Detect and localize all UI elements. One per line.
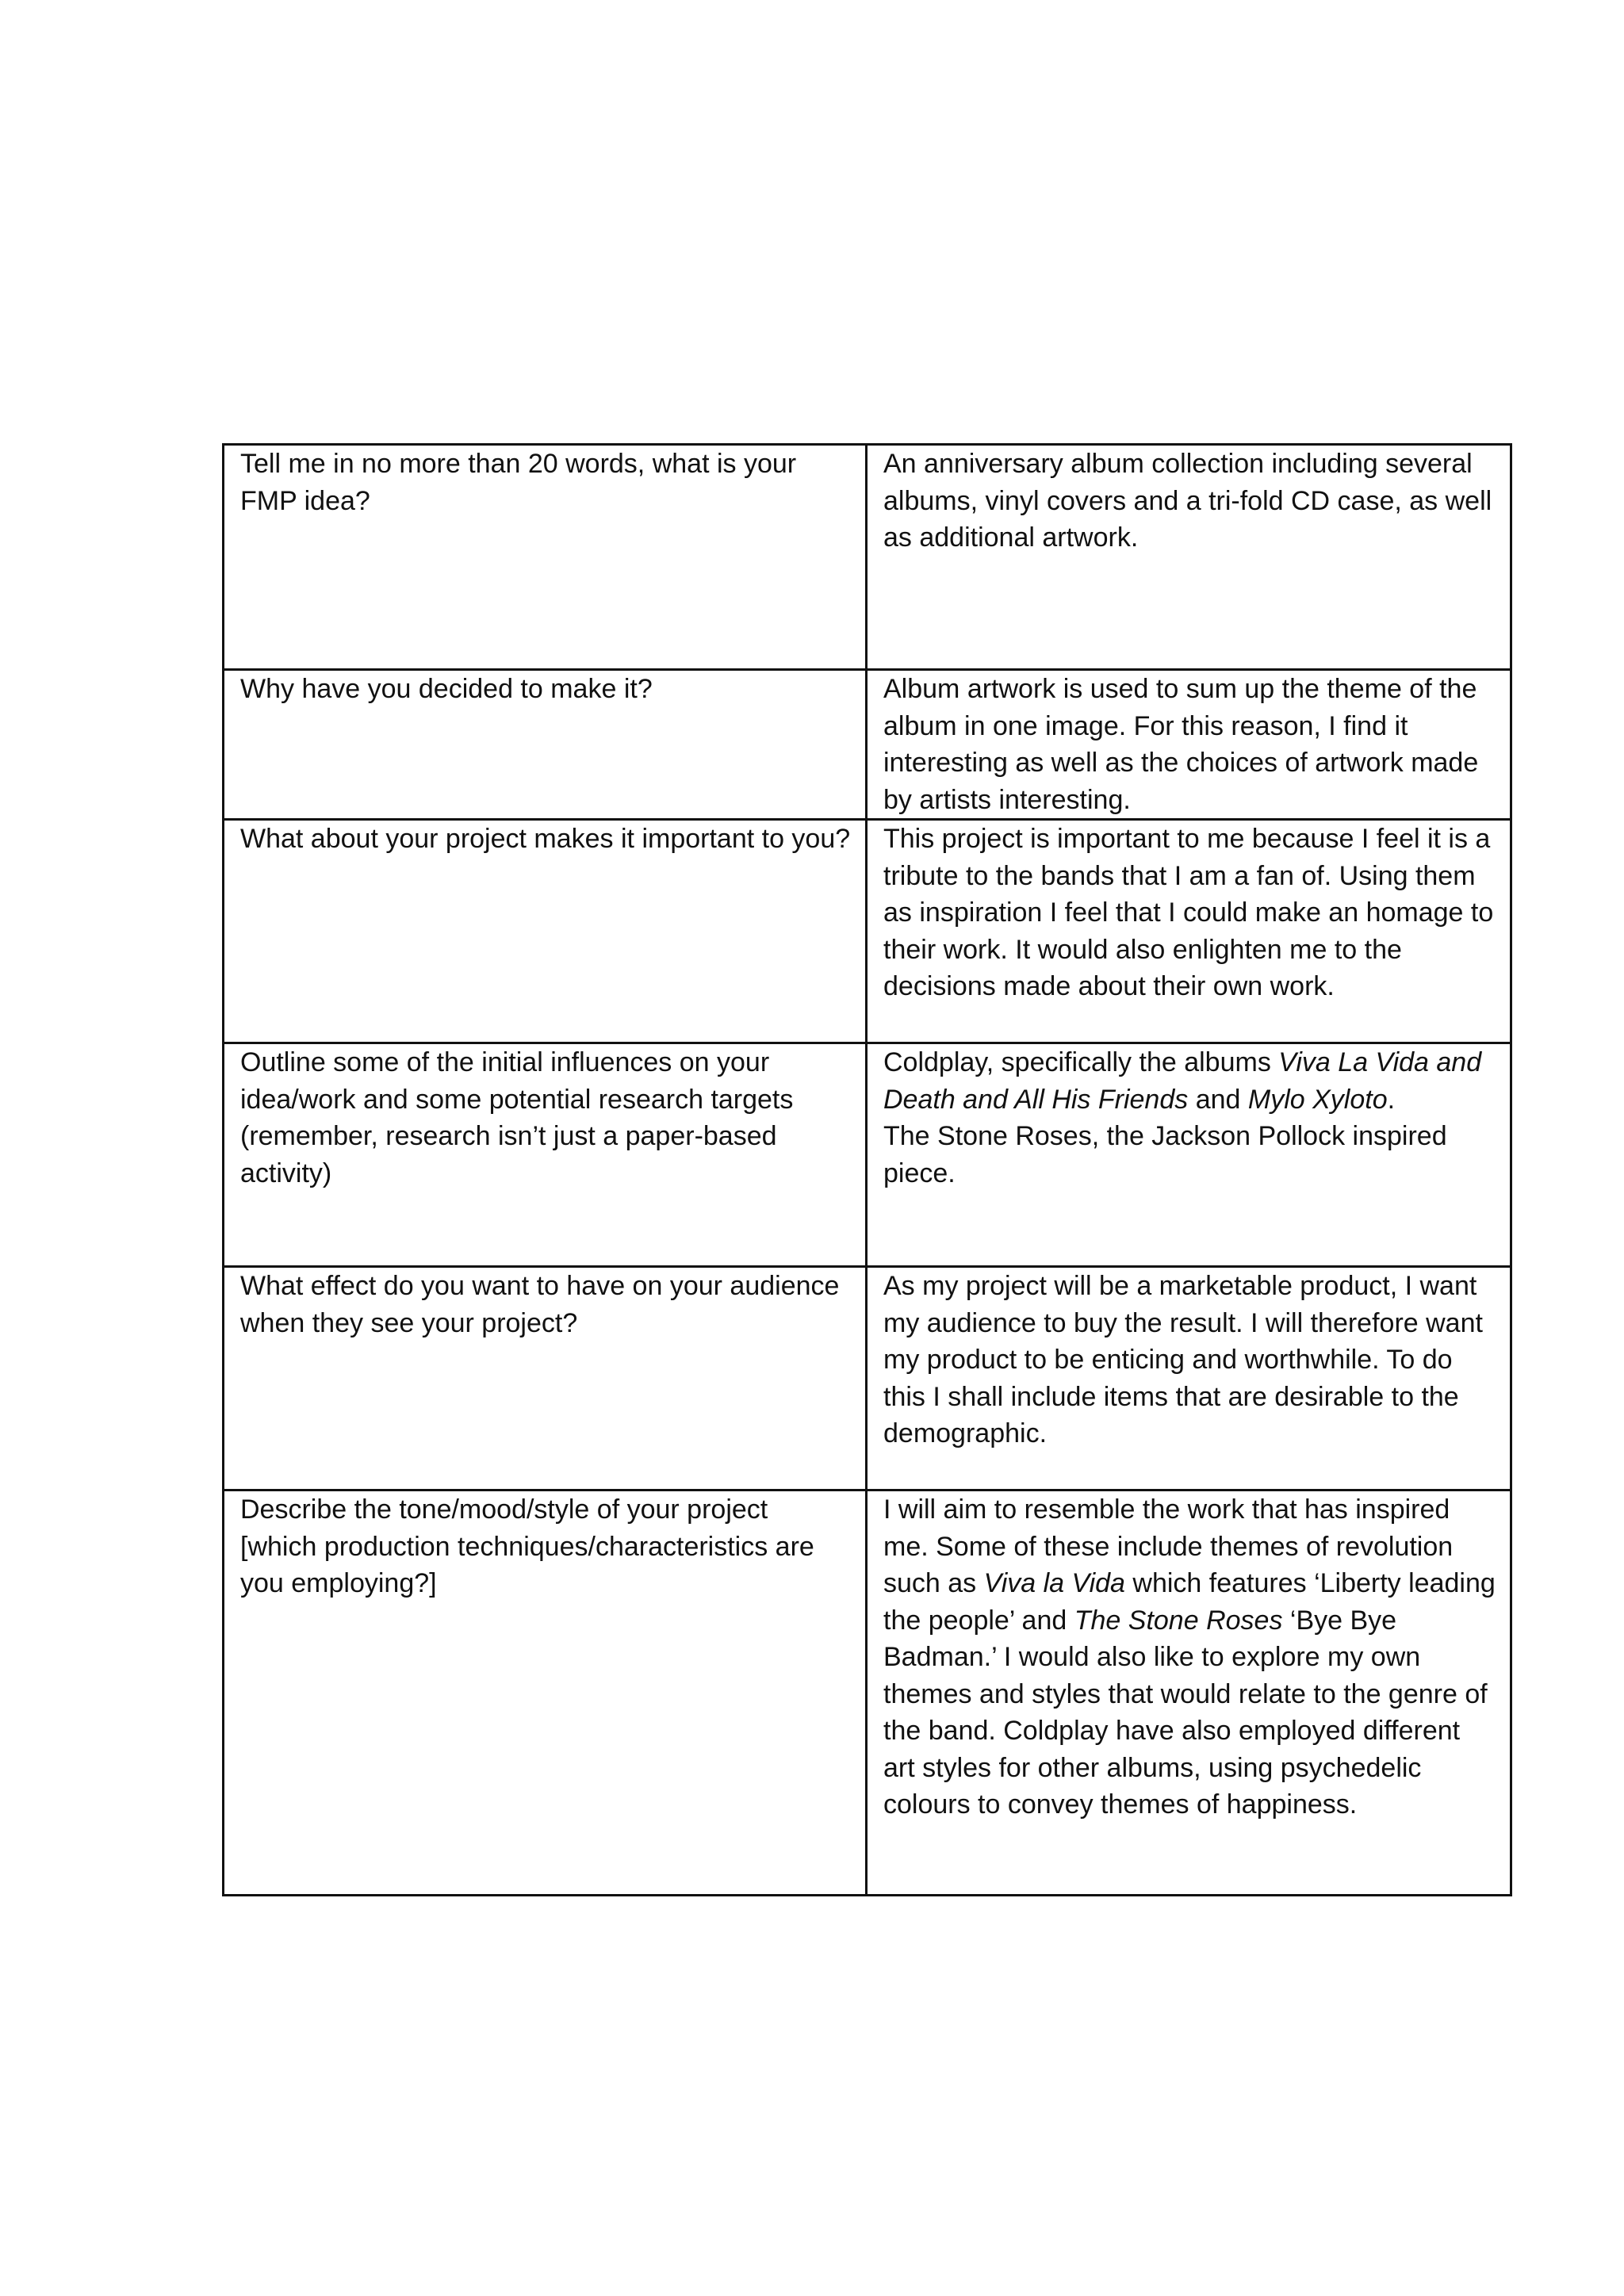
table-row (224, 1043, 1511, 1267)
answer-text: As my project will be a marketable product, I want my audience to buy the result. I will therefore want my product to be enticing and worthwhile. To do this I shall include items that are desirable to the demographic. (883, 1271, 1483, 1448)
answer-text: and (1188, 1084, 1248, 1115)
question-cell (224, 820, 867, 1043)
answer-cell (867, 1267, 1511, 1490)
answer-cell (867, 820, 1511, 1043)
table-row (224, 670, 1511, 820)
answer-text: This project is important to me because I feel it is a tribute to the bands that I am a fan of. Using them as inspiration I feel that I could make an homage to their work. It would also enlighten me to the decisions made about their own work. (883, 824, 1494, 1001)
answer-text: which features ‘Liberty leading the people’ and (883, 1568, 1496, 1636)
album-title: Mylo Xyloto (1247, 1084, 1388, 1115)
answer-cell (867, 1043, 1511, 1267)
question-text: Describe the tone/mood/style of your project [which production techniques/characteristics are you employing?] (240, 1494, 814, 1598)
answer-text: Album artwork is used to sum up the theme of the album in one image. For this reason, I find it interesting as well as the choices of artwork made by artists interesting. (883, 674, 1479, 815)
table-row (224, 1267, 1511, 1490)
question-cell (224, 445, 867, 670)
question-cell (224, 1043, 867, 1267)
table-row (224, 1490, 1511, 1896)
answer-cell (867, 670, 1511, 820)
answer-text: ‘Bye Bye Badman.’ I would also like to explore my own themes and styles that would relate to the genre of the band. Coldplay have also employed different art styles for other albums, using psychedelic colours to convey themes of happiness. (883, 1605, 1488, 1820)
answer-text: Coldplay, specifically the albums (883, 1047, 1279, 1077)
answer-text: An anniversary album collection including several albums, vinyl covers and a tri-fold CD case, as well as additional artwork. (883, 449, 1492, 553)
album-title: Viva la Vida (983, 1568, 1125, 1598)
fmp-proposal-table (222, 443, 1512, 1896)
question-text: Why have you decided to make it? (240, 674, 653, 704)
question-cell (224, 1490, 867, 1896)
answer-cell (867, 445, 1511, 670)
question-cell (224, 1267, 867, 1490)
album-title: Viva La Vida and Death and All His Friends (883, 1047, 1482, 1115)
question-text: What about your project makes it important to you? (240, 824, 851, 854)
question-text: What effect do you want to have on your audience when they see your project? (240, 1271, 840, 1338)
answer-cell (867, 1490, 1511, 1896)
question-text: Outline some of the initial influences on your idea/work and some potential research targets (remember, research isn’t just a paper-based activity) (240, 1047, 794, 1188)
answer-text: . (1387, 1084, 1396, 1115)
answer-text: The Stone Roses, the Jackson Pollock inspired piece. (883, 1121, 1447, 1188)
album-title: The Stone Roses (1074, 1605, 1283, 1636)
question-cell (224, 670, 867, 820)
table-row (224, 820, 1511, 1043)
question-text: Tell me in no more than 20 words, what is your FMP idea? (240, 449, 797, 516)
table-row (224, 445, 1511, 670)
answer-text: I will aim to resemble the work that has inspired me. Some of these include themes of revolution such as (883, 1494, 1454, 1598)
